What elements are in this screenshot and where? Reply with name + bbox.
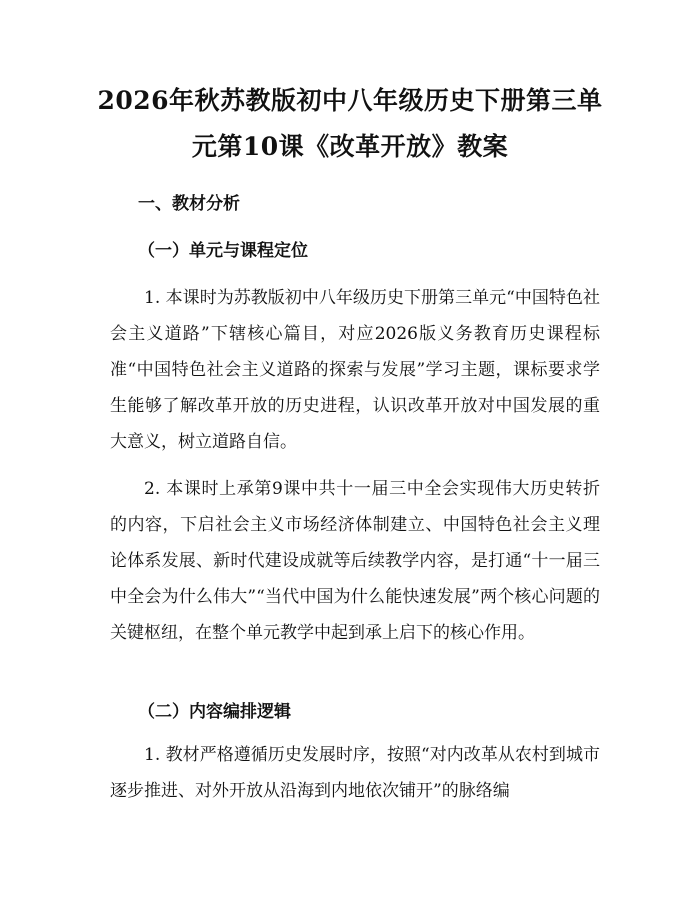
document-title-line-1: 2026年秋苏教版初中八年级历史下册第三单 [97, 86, 603, 115]
section-heading-textbook-analysis: 一、教材分析 [138, 194, 240, 214]
paragraph-lesson-connection: 2. 本课时上承第9课中共十一届三中全会实现伟大历史转折的内容，下启社会主义市场经济体制建立、中国特色社会主义理论体系发展、新时代建设成就等后续教学内容，是打通“十一届三中全会为什么伟大”“当代中国为什么能快速发展”两个核心问题的关键枢纽，在整个单元教学中起到承上启下的核心作用。 [110, 479, 600, 643]
subsection-heading-content-logic: （二）内容编排逻辑 [138, 702, 291, 722]
paragraph-content-arrangement: 1. 教材严格遵循历史发展时序，按照“对内改革从农村到城市逐步推进、对外开放从沿海到内地依次铺开”的脉络编 [110, 745, 600, 801]
subsection-heading-unit-positioning: （一）单元与课程定位 [138, 241, 308, 261]
document-title-line-2: 元第10课《改革开放》教案 [191, 132, 509, 161]
paragraph-course-positioning: 1. 本课时为苏教版初中八年级历史下册第三单元“中国特色社会主义道路”下辖核心篇目，对应2026版义务教育历史课程标准“中国特色社会主义道路的探索与发展”学习主题，课标要求学生能够了解改革开放的历史进程，认识改革开放对中国发展的重大意义，树立道路自信。 [110, 288, 600, 452]
